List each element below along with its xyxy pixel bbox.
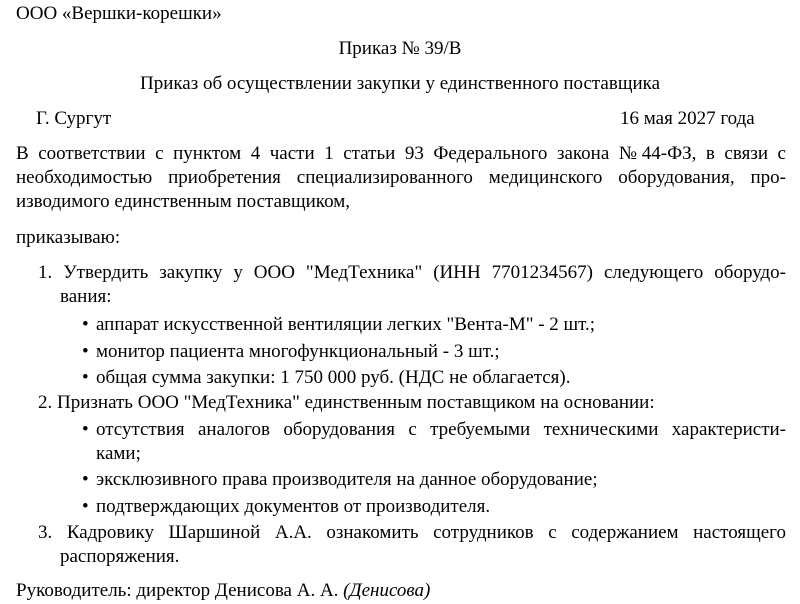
bullet-text: отсутствия аналогов оборудования с требуемыми техническими характеристи- — [96, 419, 786, 440]
signature-handwritten: (Денисова) — [343, 580, 431, 601]
item-2-bullet-1-continuation: ками; — [96, 443, 141, 464]
bullet-text: эксклюзивного права производителя на данное оборудование; — [96, 469, 598, 490]
bullet-text: аппарат искусственной вентиляции легких "Вента-М" - 2 шт.; — [96, 314, 596, 335]
preamble-line-2: необходимостью приобретения специализированного медицинского оборудования, про- — [16, 167, 786, 188]
preamble-line-3: изводимого единственным поставщиком, — [16, 191, 350, 212]
preamble-line-1: В соответствии с пунктом 4 части 1 статьи 93 Федерального закона №44-ФЗ, в связи с — [16, 143, 786, 164]
item-2-bullet-1 — [82, 419, 786, 441]
bullet-text: подтверждающих документов от производителя. — [96, 496, 491, 517]
bullet-text: общая сумма закупки: 1 750 000 руб. (НДС не облагается). — [96, 367, 571, 388]
item-3-line-2: распоряжения. — [60, 546, 180, 567]
company-name: ООО «Вершки-корешки» — [16, 3, 222, 24]
document-date: 16 мая 2027 года — [620, 108, 755, 129]
bullet-icon: • — [82, 419, 89, 440]
bullet-text: монитор пациента многофункциональный - 3 шт.; — [96, 341, 500, 362]
item-2-bullet-3 — [82, 496, 490, 518]
bullet-icon: • — [82, 341, 89, 362]
bullet-icon: • — [82, 496, 89, 517]
item-1-bullet-1 — [82, 314, 595, 336]
order-word: приказываю: — [16, 227, 121, 248]
item-3-line-1: 3. Кадровику Шаршиной А.А. ознакомить сотрудников с содержанием настоящего — [38, 522, 786, 543]
order-title: Приказ об осуществлении закупки у единственного поставщика — [139, 73, 661, 94]
item-2-line-1: 2. Признать ООО "МедТехника" единственным поставщиком на основании: — [38, 392, 655, 413]
bullet-icon: • — [82, 469, 89, 490]
signature-line — [16, 580, 430, 602]
item-1-line-2: вания: — [60, 286, 112, 307]
bullet-icon: • — [82, 314, 89, 335]
item-1-bullet-3 — [82, 367, 571, 389]
item-2-bullet-2 — [82, 469, 598, 491]
item-1-line-1: 1. Утвердить закупку у ООО "МедТехника" (ИНН 7701234567) следующего оборудо- — [38, 262, 786, 283]
item-1-bullet-2 — [82, 341, 500, 363]
bullet-icon: • — [82, 367, 89, 388]
order-number: Приказ № 39/В — [338, 38, 462, 59]
city: Г. Сургут — [36, 108, 112, 129]
signature-label: Руководитель: директор Денисова А. А. — [16, 580, 339, 601]
